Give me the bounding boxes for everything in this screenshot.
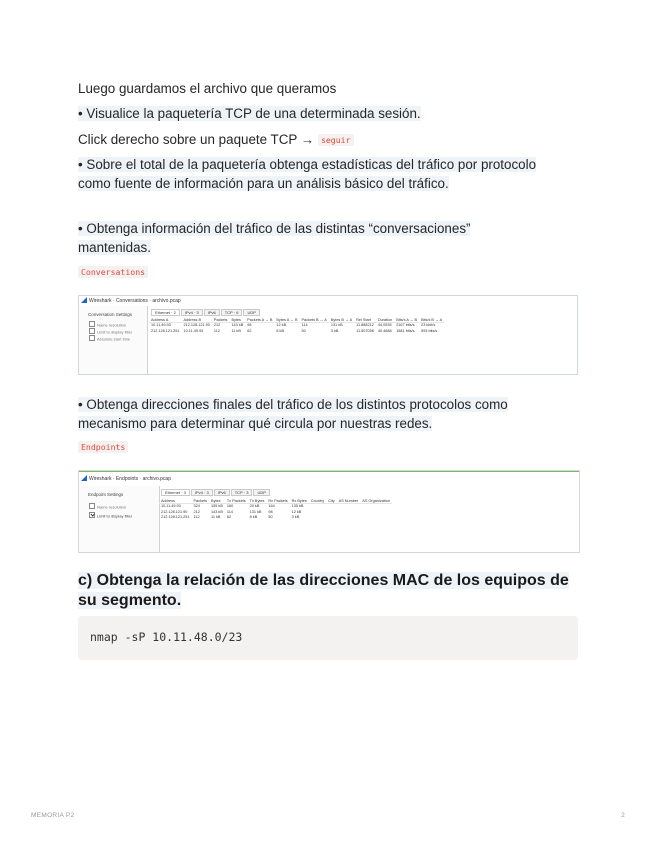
cell: 44.0535: [377, 323, 392, 327]
checkbox-icon[interactable]: [89, 503, 95, 509]
tab-ipv4[interactable]: IPv4 · 3: [191, 489, 213, 496]
tab-ipv6[interactable]: IPv6: [204, 309, 220, 316]
cell: 212.128.121.251: [161, 515, 190, 519]
table-header-row: [159, 499, 392, 504]
col-header[interactable]: Bytes B → A: [330, 318, 353, 322]
col-header[interactable]: Duration: [377, 318, 393, 322]
bullet-conversations-line1: • Obtenga información del tráfico de las distintas “conversaciones”: [78, 221, 471, 236]
cell: 20 kB: [249, 504, 260, 508]
col-header[interactable]: Packets: [193, 499, 208, 503]
tab-ethernet[interactable]: Ethernet · 2: [151, 309, 180, 316]
checkbox-icon[interactable]: [89, 335, 95, 341]
cell: 12 kB: [291, 509, 302, 514]
tab-udp[interactable]: UDP: [253, 489, 269, 496]
cell: 10.11.49.93: [151, 323, 171, 327]
cell: 131 kB: [330, 323, 343, 327]
col-header[interactable]: Packets B → A: [301, 318, 327, 322]
conversations-tabs: [151, 309, 261, 316]
endpoints-window-title: Wireshark · Endpoints · archivo.pcap: [81, 475, 171, 482]
cell: 10.11.49.93: [161, 504, 181, 508]
cell: 62: [226, 515, 232, 519]
col-header[interactable]: City: [328, 499, 335, 503]
cell: [309, 515, 326, 521]
col-header[interactable]: Bytes: [229, 318, 245, 323]
endpoints-settings-title: Endpoint Settings: [88, 492, 124, 497]
col-header[interactable]: Bytes: [209, 499, 225, 504]
col-header[interactable]: AS Organization: [362, 499, 390, 503]
cell: 23 kbit/s: [421, 323, 436, 327]
paragraph-follow-text: Click derecho sobre un paquete TCP →: [78, 132, 315, 147]
cell: 98: [268, 509, 273, 514]
wireshark-fin-icon: [81, 475, 87, 481]
endpoints-code-line: [78, 437, 128, 457]
code-block-text: nmap -sP 10.11.48.0/23: [90, 630, 243, 644]
cell: 2167 bits/s: [396, 323, 415, 327]
footer-title: MEMORIA P2: [31, 812, 75, 819]
conversations-screenshot: [78, 295, 578, 375]
cell: 11.888212: [356, 323, 374, 327]
inline-code-conversations: Conversations: [78, 266, 148, 278]
col-header[interactable]: Bits/s B → A: [421, 318, 443, 322]
col-header[interactable]: Packets: [213, 318, 228, 322]
cell: 212: [213, 323, 221, 327]
cell: 50: [268, 515, 273, 519]
option-absolute-time[interactable]: Absolute start time: [89, 335, 130, 342]
cell: 8 kB: [249, 515, 258, 519]
cell: 114: [226, 509, 233, 514]
cell: 324: [193, 504, 200, 508]
option-limit-filter[interactable]: Limit to display filter: [89, 512, 132, 519]
cell: 212.128.121.90: [161, 509, 188, 514]
cell: 3 kB: [291, 515, 300, 519]
conversations-settings-panel: [79, 306, 148, 374]
cell: 131 kB: [249, 509, 262, 514]
col-header[interactable]: AS Number: [338, 499, 359, 503]
section-heading-line1: c) Obtenga la relación de las direcciones MAC de los equipos de: [78, 572, 569, 589]
tab-tcp[interactable]: TCP · 3: [231, 489, 253, 496]
cell: 112: [193, 515, 200, 519]
col-header[interactable]: Rel Start: [354, 318, 376, 323]
tab-tcp[interactable]: TCP · 6: [221, 309, 243, 316]
conversations-window-title: Wireshark · Conversations · archivo.pcap: [81, 297, 181, 304]
bullet-tcp-text: • Visualice la paquetería TCP de una determinada sesión.: [78, 106, 421, 121]
conversations-table: [149, 318, 444, 334]
cell: [337, 515, 361, 521]
bullet-tcp: [78, 104, 421, 123]
cell: 1581 bits/s: [396, 328, 415, 333]
col-header[interactable]: Bits/s A → B: [396, 318, 418, 322]
cell: 112: [213, 328, 220, 333]
option-limit-filter[interactable]: Limit to display filter: [89, 328, 132, 335]
paragraph-save-file: Luego guardamos el archivo que queramos: [78, 81, 337, 96]
col-header[interactable]: Bytes A → B: [276, 318, 298, 322]
checkbox-icon[interactable]: [89, 328, 95, 334]
bullet-conversations-line2: mantenidas.: [78, 240, 151, 255]
bullet-stats-line2: como fuente de información para un análisis básico del tráfico.: [78, 176, 449, 191]
bullet-stats-line1: • Sobre el total de la paquetería obtenga estadísticas del tráfico por protocolo: [78, 157, 537, 172]
cell: 155 kB: [211, 504, 223, 508]
cell: 62: [247, 328, 252, 333]
option-name-resolution[interactable]: Name resolution: [89, 321, 126, 328]
page-number: 2: [621, 812, 625, 819]
cell: [326, 515, 337, 521]
table-row[interactable]: [149, 329, 444, 335]
col-header[interactable]: Packets A → B: [247, 318, 273, 322]
col-header[interactable]: Tx Packets: [226, 499, 246, 503]
cell: 8 kB: [276, 328, 284, 333]
tab-ipv4[interactable]: IPv4 · 3: [181, 309, 203, 316]
col-header[interactable]: Country: [310, 499, 325, 503]
inline-code-seguir: seguir: [318, 134, 354, 146]
cell: 160: [226, 504, 234, 508]
cell: 114: [301, 323, 308, 327]
cell: 40.4688: [377, 328, 392, 333]
col-header[interactable]: Address: [159, 499, 192, 504]
cell: 212.128.121.90: [183, 323, 210, 327]
wireshark-fin-icon: [81, 297, 87, 303]
green-divider: [79, 471, 579, 472]
cell: 12 kB: [276, 323, 287, 327]
cell: 212.128.121.251: [151, 328, 180, 333]
bullet-endpoints: [78, 395, 508, 433]
section-heading-line2: su segmento.: [78, 592, 182, 609]
bullet-endpoints-line2: mecanismo para determinar qué circula por nuestras redes.: [78, 416, 433, 431]
cell: 98: [247, 323, 252, 327]
col-header[interactable]: Rx Packets: [268, 499, 288, 503]
cell: 135 kB: [291, 504, 304, 508]
cell: 143 kB: [231, 323, 244, 327]
cell: 11.507056: [356, 328, 374, 333]
inline-code-endpoints: Endpoints: [78, 441, 128, 453]
bullet-stats: [78, 155, 536, 193]
code-block-nmap: [78, 616, 578, 660]
cell: 143 kB: [211, 509, 223, 514]
col-header[interactable]: Address A: [149, 318, 182, 323]
endpoints-table: [159, 499, 392, 521]
checkbox-checked-icon[interactable]: [89, 512, 95, 518]
tab-udp[interactable]: UDP: [243, 309, 259, 316]
col-header[interactable]: Rx Bytes: [291, 499, 307, 503]
cell: 212: [193, 509, 200, 514]
cell: 593 bits/s: [421, 328, 438, 333]
cell: 164: [268, 504, 275, 508]
col-header[interactable]: Address B: [182, 318, 212, 323]
conversations-settings-title: Conversation Settings: [88, 312, 133, 317]
bullet-conversations: [78, 219, 470, 257]
section-heading-c: [78, 571, 569, 611]
col-header[interactable]: Tx Bytes: [249, 499, 265, 503]
tab-ethernet[interactable]: Ethernet · 3: [161, 489, 190, 496]
tab-ipv6[interactable]: IPv6: [214, 489, 230, 496]
endpoints-tabs: [161, 489, 271, 496]
paragraph-follow: [78, 130, 354, 150]
cell: 11 kB: [231, 328, 241, 333]
cell: [360, 515, 392, 521]
table-row[interactable]: [159, 515, 392, 521]
endpoints-screenshot: [78, 470, 580, 553]
option-name-resolution[interactable]: Name resolution: [89, 503, 126, 510]
table-header-row: [149, 318, 444, 323]
endpoints-settings-panel: [79, 486, 160, 552]
cell: 3 kB: [330, 328, 339, 333]
cell: 50: [301, 328, 306, 333]
bullet-endpoints-line1: • Obtenga direcciones finales del tráfico de los distintos protocolos como: [78, 397, 508, 412]
conversations-code-line: [78, 262, 148, 282]
cell: 10.11.49.93: [183, 328, 204, 333]
checkbox-icon[interactable]: [89, 321, 95, 327]
cell: 11 kB: [211, 515, 221, 519]
